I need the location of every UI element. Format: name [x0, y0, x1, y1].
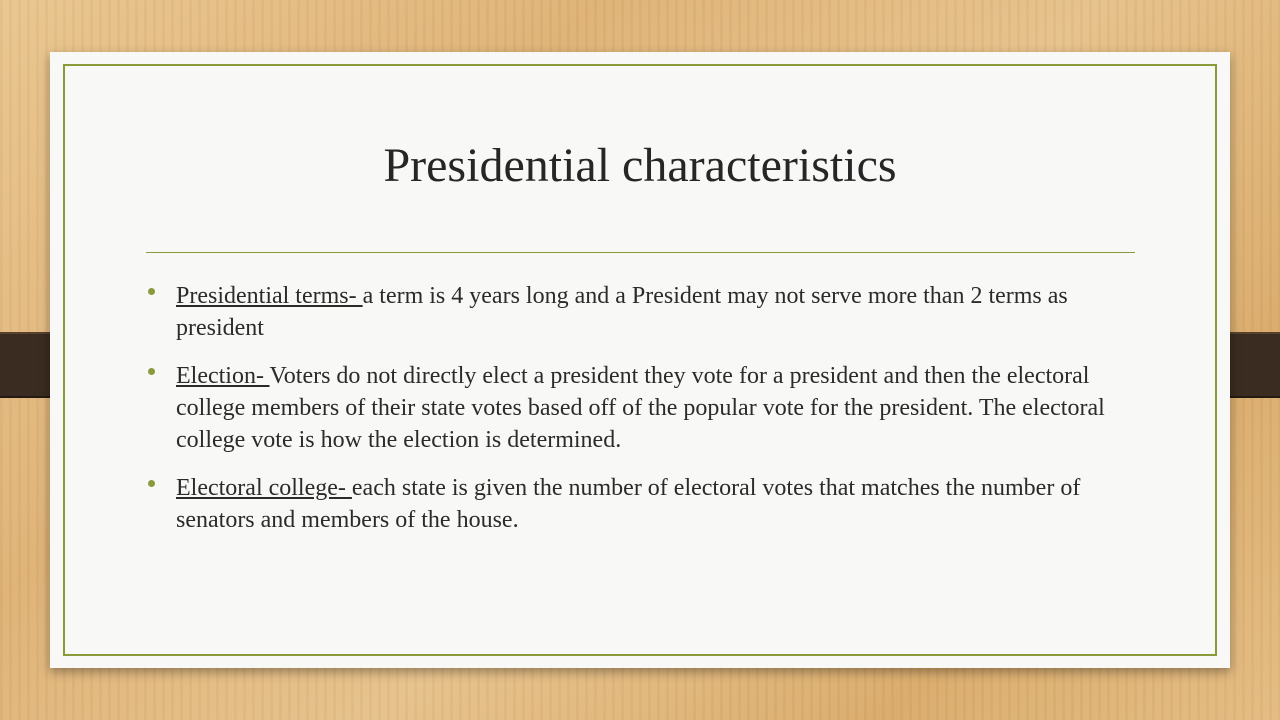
bullet-dot-icon [148, 368, 155, 375]
bullet-item-presidential-terms [148, 280, 1158, 344]
bullet-text: Voters do not directly elect a president they vote for a president and then the electoral college members of their state votes based off of the popular vote for the president. The electoral college vote is how the election is determined. [176, 363, 1105, 453]
bullet-dot-icon [148, 288, 155, 295]
slide-card [50, 52, 1230, 668]
bullet-item-election [148, 360, 1158, 456]
title-divider [146, 252, 1135, 253]
slide-title: Presidential characteristics [383, 139, 897, 192]
bullet-list [148, 280, 1158, 552]
bullet-dot-icon [148, 480, 155, 487]
bullet-item-electoral-college [148, 472, 1158, 536]
bullet-text: each state is given the number of electoral votes that matches the number of senators and members of the house. [176, 475, 1081, 533]
bullet-text: a term is 4 years long and a President may not serve more than 2 terms as president [176, 283, 1068, 341]
bullet-term: Election- [176, 363, 270, 389]
bullet-term: Presidential terms- [176, 283, 363, 309]
bullet-term: Electoral college- [176, 475, 352, 501]
